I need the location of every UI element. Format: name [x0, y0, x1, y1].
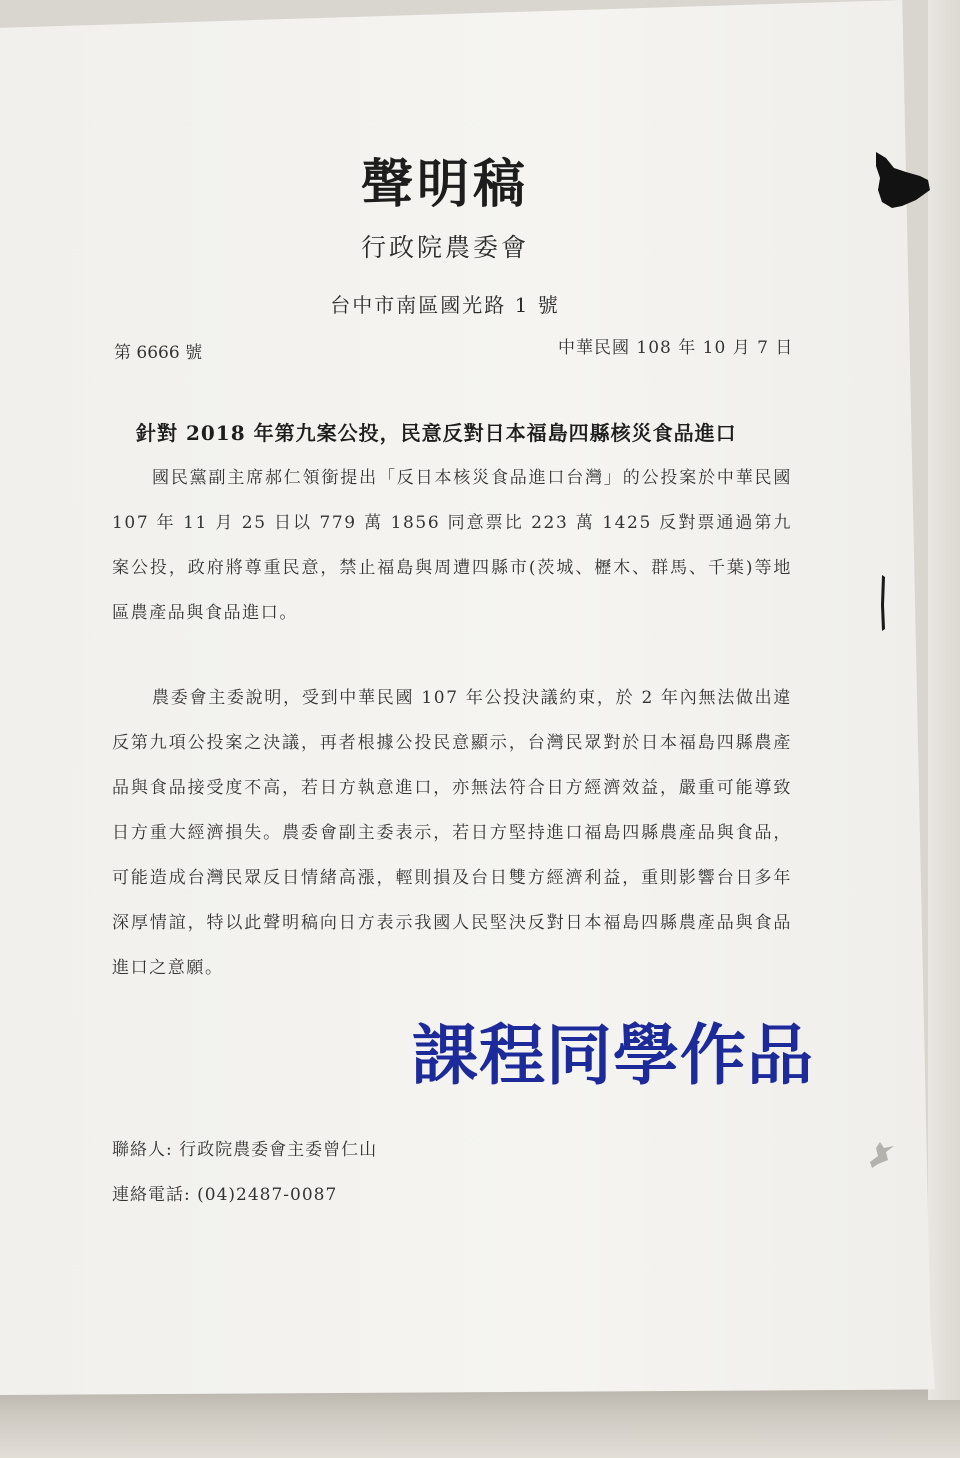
contact-person: 聯絡人: 行政院農委會主委曾仁山 [112, 1140, 378, 1160]
paper-speck [866, 1140, 896, 1170]
statement-headline: 針對 2018 年第九案公投，民意反對日本福島四縣核災食品進口 [136, 421, 737, 445]
desk-background [928, 0, 960, 1400]
pen-mark [880, 575, 886, 631]
course-watermark: 課程同學作品 [412, 1017, 814, 1094]
body-paragraph-1: 國民黨副主席郝仁領銜提出「反日本核災食品進口台灣」的公投案於中華民國 107 年 11 月 25 日以 779 萬 1856 同意票比 223 萬 1425 反對票通過第九案公投，政府將尊重民意，禁止福島與周遭四縣市(茨城、櫪木、群馬、千葉)等地區農產品與食品進口。 [112, 468, 792, 623]
document-title: 聲明稿 [360, 154, 529, 215]
contact-phone: 連絡電話: (04)2487-0087 [112, 1185, 338, 1205]
desk-surface [0, 1388, 960, 1458]
body-paragraph-2: 農委會主委說明，受到中華民國 107 年公投決議約束，於 2 年內無法做出違反第九項公投案之決議，再者根據公投民意顯示，台灣民眾對於日本福島四縣農產品與食品接受度不高，若日方執意進口，亦無法符合日方經濟效益，嚴重可能導致日方重大經濟損失。農委會副主委表示，若日方堅持進口福島四縣農產品與食品，可能造成台灣民眾反日情緒高漲，輕則損及台日雙方經濟利益，重則影響台日多年深厚情誼，特以此聲明稿向日方表示我國人民堅決反對日本福島四縣農產品與食品進口之意願。 [112, 688, 792, 978]
document-date: 中華民國 108 年 10 月 7 日 [558, 338, 794, 358]
agency-address: 台中市南區國光路 1 號 [330, 293, 560, 317]
document-number: 第 6666 號 [114, 343, 203, 363]
issuing-agency: 行政院農委會 [360, 233, 529, 262]
